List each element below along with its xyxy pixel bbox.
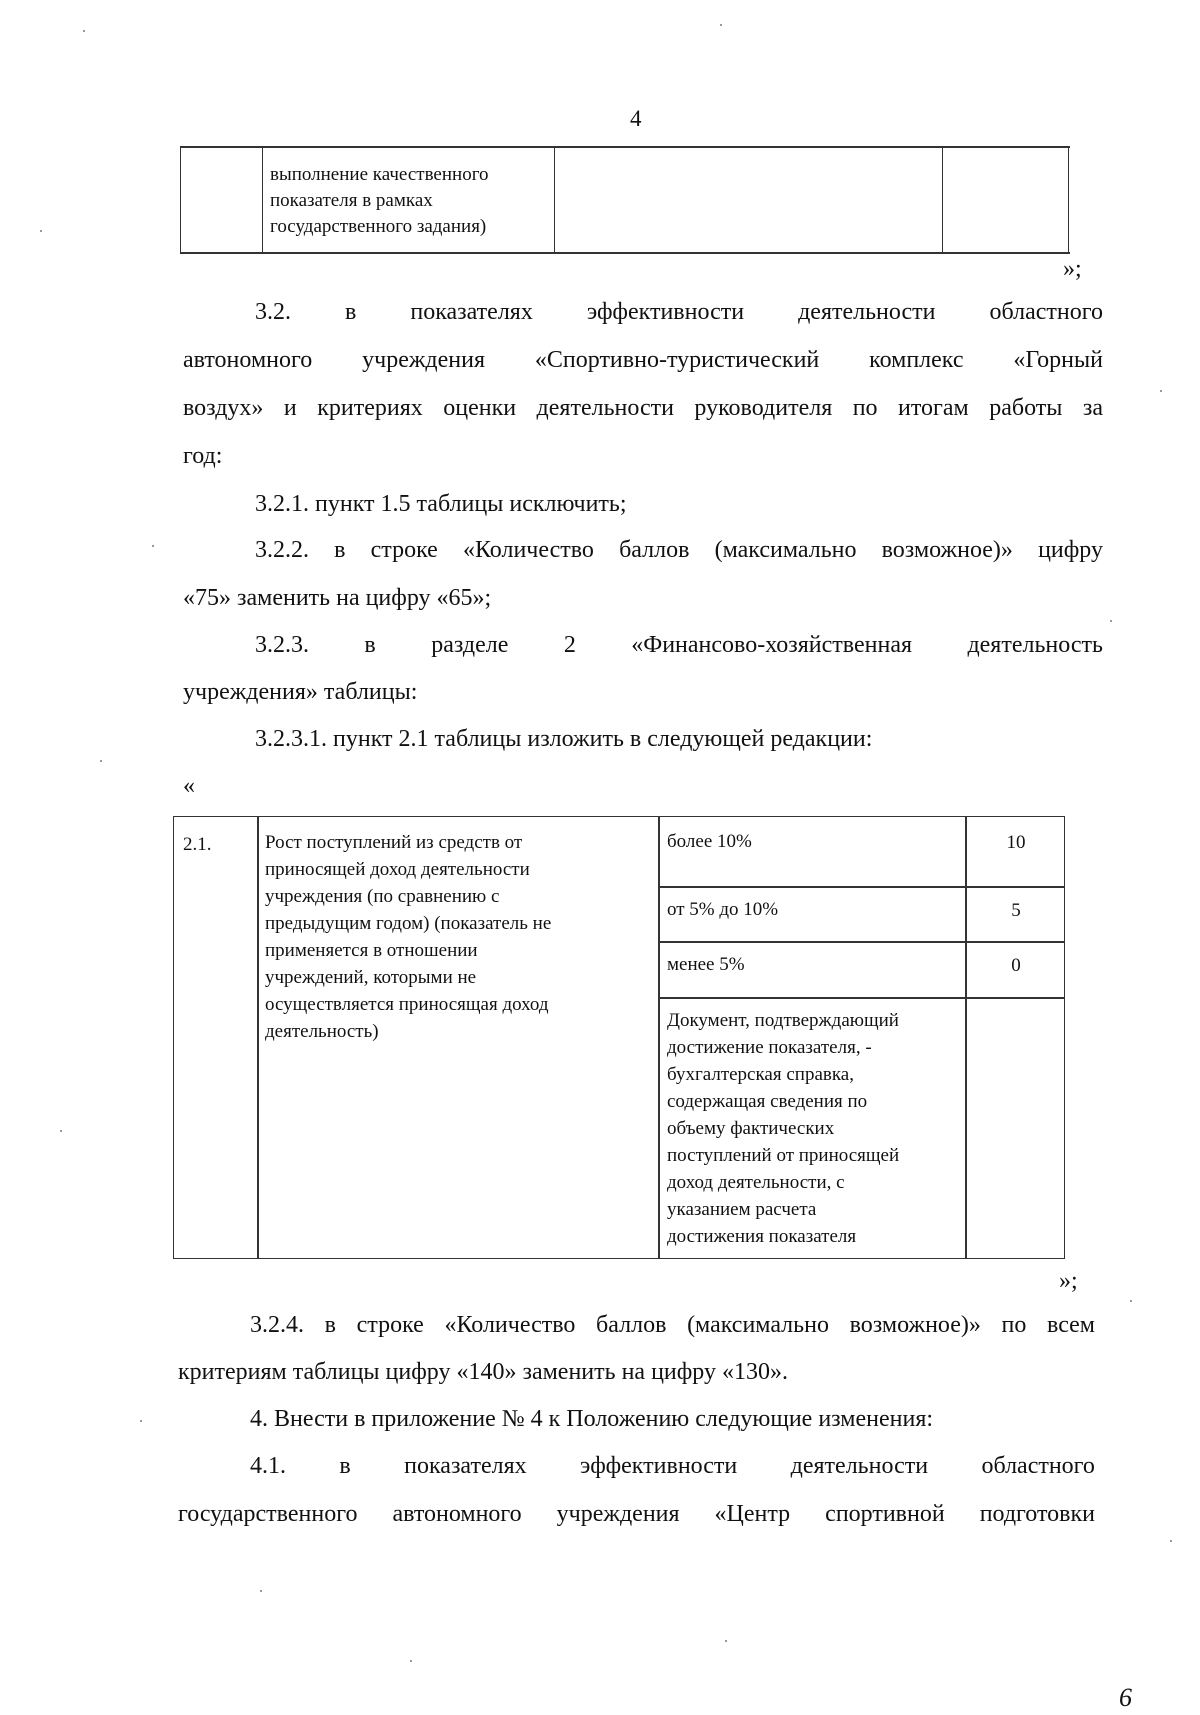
supporting-document: Документ, подтверждающий достижение показателя, - бухгалтерская справка, содержащая сведения по объему фактических поступлений от приносящей доход деятельности, с указанием расчета достижения показателя — [667, 1010, 900, 1247]
paragraph-4: 4. Внести в приложение № 4 к Положению следующие изменения: — [250, 1406, 934, 1432]
continued-table-cell: выполнение качественного показателя в рамках государственного задания) — [270, 164, 489, 237]
paragraph-3-2-line-2: автономного учреждения «Спортивно-туристический комплекс «Горный — [183, 347, 1103, 373]
criterion-label: менее 5% — [667, 954, 745, 975]
table-row-number: 2.1. — [183, 834, 212, 855]
opening-quote: « — [183, 773, 195, 799]
criterion-label: более 10% — [667, 831, 752, 852]
page-number: 4 — [630, 106, 642, 131]
paragraph-3-2-line-1: 3.2. в показателях эффективности деятельности областного — [255, 299, 1103, 325]
paragraph-4-1-line-1: 4.1. в показателях эффективности деятельности областного — [250, 1453, 1095, 1479]
paragraph-3-2-3-line-2: учреждения» таблицы: — [183, 679, 418, 705]
paragraph-3-2-3-1: 3.2.3.1. пункт 2.1 таблицы изложить в следующей редакции: — [255, 726, 873, 752]
closing-quote: »; — [1063, 256, 1082, 282]
paragraph-3-2-1: 3.2.1. пункт 1.5 таблицы исключить; — [255, 491, 627, 517]
paragraph-4-1-line-2: государственного автономного учреждения «Центр спортивной подготовки — [178, 1501, 1095, 1527]
criterion-points: 5 — [1011, 900, 1021, 921]
continued-table — [180, 146, 1070, 254]
criterion-label: от 5% до 10% — [667, 899, 779, 920]
criterion-points: 10 — [1006, 832, 1026, 853]
paragraph-3-2-line-4: год: — [183, 443, 223, 469]
criterion-points: 0 — [1011, 955, 1021, 976]
handwritten-mark: 6 — [1119, 1683, 1132, 1712]
table-2-1 — [173, 816, 1065, 1259]
paragraph-3-2-line-3: воздух» и критериях оценки деятельности руководителя по итогам работы за — [183, 395, 1103, 421]
paragraph-3-2-2-line-1: 3.2.2. в строке «Количество баллов (максимально возможное)» цифру — [255, 537, 1103, 563]
paragraph-3-2-2-line-2: «75» заменить на цифру «65»; — [183, 585, 492, 611]
closing-quote: »; — [1059, 1268, 1078, 1294]
paragraph-3-2-4-line-1: 3.2.4. в строке «Количество баллов (максимально возможное)» по всем — [250, 1312, 1095, 1338]
indicator-description: Рост поступлений из средств от приносящей доход деятельности учреждения (по сравнению с предыдущим годом) (показатель не применяется в отношении учреждений, которыми не осуществляется приносящая доход деятельность) — [265, 832, 552, 1042]
paragraph-3-2-3-line-1: 3.2.3. в разделе 2 «Финансово-хозяйственная деятельность — [255, 632, 1103, 658]
paragraph-3-2-4-line-2: критериям таблицы цифру «140» заменить на цифру «130». — [178, 1359, 788, 1385]
